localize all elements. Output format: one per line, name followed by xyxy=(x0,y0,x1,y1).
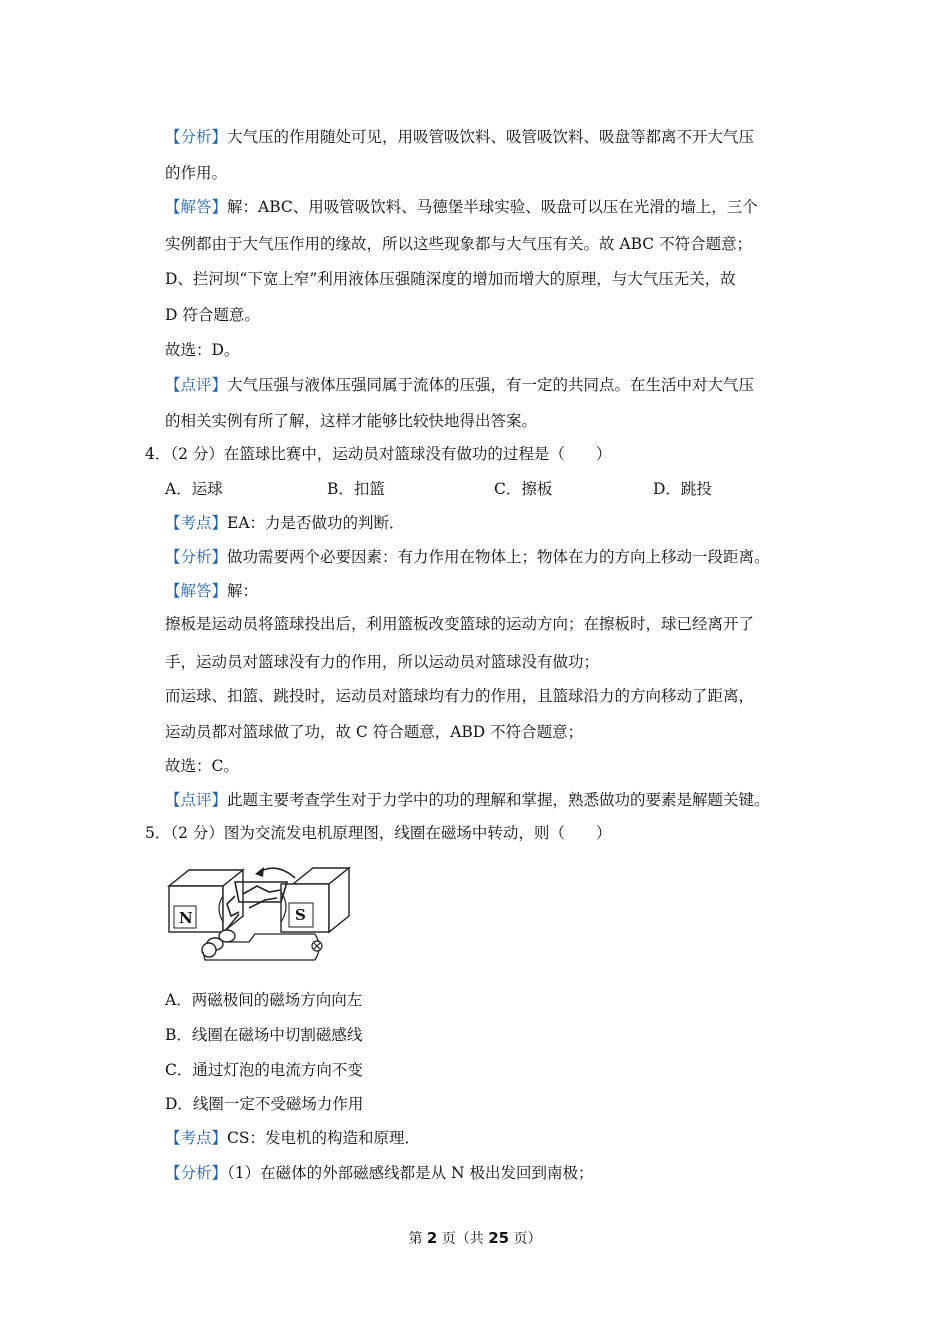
q5-point-text: CS：发电机的构造和原理． xyxy=(227,1129,420,1147)
solution-tag: 【解答】 xyxy=(165,582,228,600)
comment-tag: 【点评】 xyxy=(165,791,228,809)
q4-body-line-3: 而运球、扣篮、跳投时，运动员对篮球均有力的作用，且篮球沿力的方向移动了距离， xyxy=(165,687,755,705)
point-tag: 【考点】 xyxy=(165,514,228,532)
q4-stem: 4．（2 分）在篮球比赛中，运动员对篮球没有做功的过程是（ ） xyxy=(145,445,612,463)
analysis-tag: 【分析】 xyxy=(165,1164,228,1182)
q3-comment-text: 大气压强与液体压强同属于流体的压强，有一定的共同点。在生活中对大气压 xyxy=(227,376,755,394)
footer-middle: 页（共 xyxy=(437,1231,489,1247)
q4-option-a: A．运球 xyxy=(165,480,223,498)
arrow-head-icon xyxy=(255,867,264,877)
point-tag: 【考点】 xyxy=(165,1129,228,1147)
q3-solution-text: 解：ABC、用吸管吸饮料、马德堡半球实验、吸盘可以压在光滑的墙上，三个 xyxy=(227,198,758,216)
q3-analysis-line xyxy=(165,127,754,147)
q3-choice: 故选：D。 xyxy=(165,341,240,359)
q5-analysis-text: （1）在磁体的外部磁感线都是从 N 极出发回到南极； xyxy=(227,1164,594,1182)
q4-analysis-text: 做功需要两个必要因素：有力作用在物体上；物体在力的方向上移动一段距离。 xyxy=(227,548,770,566)
rotation-arrow-icon xyxy=(259,868,295,878)
q3-solution-line-4: D 符合题意。 xyxy=(165,306,260,324)
analysis-tag: 【分析】 xyxy=(165,548,228,566)
q5-option-b: B．线圈在磁场中切割磁感线 xyxy=(165,1026,363,1044)
q3-comment-line xyxy=(165,375,754,395)
q5-option-d: D．线圈一定不受磁场力作用 xyxy=(165,1095,364,1113)
footer-prefix: 第 xyxy=(408,1231,427,1247)
q3-solution-line xyxy=(165,197,758,217)
south-magnet xyxy=(281,868,349,932)
q4-point-line xyxy=(165,513,405,533)
lamp-icon xyxy=(312,941,322,951)
q5-option-c: C．通过灯泡的电流方向不变 xyxy=(165,1061,363,1079)
solution-tag: 【解答】 xyxy=(165,198,228,216)
q4-solution-text: 解： xyxy=(227,582,259,600)
q3-comment-cont: 的相关实例有所了解，这样才能够比较快地得出答案。 xyxy=(165,412,538,430)
q4-point-text: EA：力是否做功的判断． xyxy=(227,514,405,532)
q4-body-line-2: 手，运动员对篮球没有力的作用，所以运动员对篮球没有做功； xyxy=(165,653,600,671)
q5-option-a: A．两磁极间的磁场方向向左 xyxy=(165,991,363,1009)
north-pole-label: N xyxy=(179,909,193,927)
analysis-tag: 【分析】 xyxy=(165,128,228,146)
q4-option-c: C．擦板 xyxy=(494,480,553,498)
q3-solution-line-3: D、拦河坝“下宽上窄”利用液体压强随深度的增加而增大的原理，与大气压无关，故 xyxy=(165,270,736,288)
q4-choice: 故选：C。 xyxy=(165,757,239,775)
q4-comment-line xyxy=(165,790,770,810)
page-number: 2 xyxy=(426,1229,438,1247)
q5-stem: 5．（2 分）图为交流发电机原理图，线圈在磁场中转动，则（ ） xyxy=(145,824,612,842)
q4-option-d: D．跳投 xyxy=(653,480,712,498)
q3-solution-line-2: 实例都由于大气压作用的缘故，所以这些现象都与大气压有关。故 ABC 不符合题意； xyxy=(165,235,753,253)
q4-comment-text: 此题主要考查学生对于力学中的功的理解和掌握，熟悉做功的要素是解题关键。 xyxy=(227,791,770,809)
footer-suffix: 页） xyxy=(509,1231,542,1247)
q4-body-line-4: 运动员都对篮球做了功，故 C 符合题意，ABD 不符合题意； xyxy=(165,723,584,741)
q4-analysis-line xyxy=(165,547,770,567)
q3-analysis-text: 大气压的作用随处可见，用吸管吸饮料、吸管吸饮料、吸盘等都离不开大气压 xyxy=(227,128,755,146)
q5-point-line xyxy=(165,1128,420,1148)
q4-option-b: B．扣篮 xyxy=(327,480,385,498)
generator-diagram xyxy=(165,856,355,968)
page-footer xyxy=(0,1228,950,1248)
q4-solution-line xyxy=(165,581,258,601)
south-pole-label: S xyxy=(295,906,306,924)
comment-tag: 【点评】 xyxy=(165,376,228,394)
q5-analysis-line xyxy=(165,1163,594,1183)
q3-analysis-cont: 的作用。 xyxy=(165,164,228,182)
q4-body-line-1: 擦板是运动员将篮球投出后，利用篮板改变篮球的运动方向；在擦板时，球已经离开了 xyxy=(165,615,755,633)
page-total: 25 xyxy=(488,1229,510,1247)
